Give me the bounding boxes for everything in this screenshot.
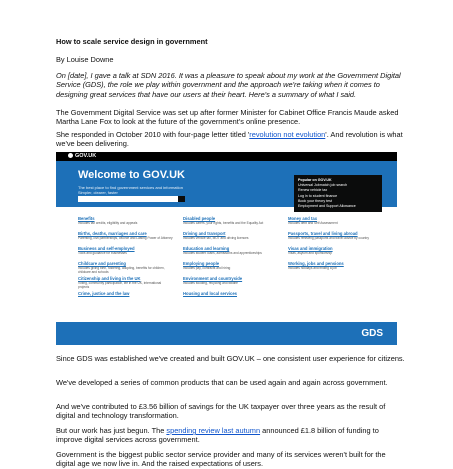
govuk-screenshot <box>56 152 397 345</box>
category-item[interactable] <box>78 291 173 296</box>
category-description: Parenting, civil partnerships, divorce and Lasting Power of Attorney <box>78 236 173 240</box>
gds-label: GDS <box>361 328 383 339</box>
category-description: Includes debt and Self Assessment <box>288 221 338 225</box>
category-item[interactable] <box>78 231 173 240</box>
category-item[interactable] <box>288 261 383 270</box>
category-title[interactable]: Employing people <box>183 261 220 266</box>
category-description: Includes flooding, recycling and wildlife <box>183 281 238 285</box>
hero-sub-line-2: Simpler, clearer, faster <box>78 190 118 195</box>
gds-banner <box>56 322 397 345</box>
spending-review-link[interactable]: spending review last autumn <box>166 426 261 435</box>
category-title[interactable]: Housing and local services <box>183 291 237 296</box>
govuk-logo: GOV.UK <box>75 153 97 159</box>
category-description: Includes student loans, admissions and apprenticeships <box>183 251 262 255</box>
category-description: Voting, community participation, life in the UK, international projects <box>78 281 162 289</box>
paragraph-public-sector: Government is the biggest public sector service provider and many of its services weren't built for the digital age we now live in. And the raised expectations of users. <box>56 450 386 469</box>
popular-link[interactable]: Universal Jobmatch job search <box>298 183 348 188</box>
search-button[interactable] <box>178 196 185 202</box>
category-item[interactable] <box>78 261 173 274</box>
category-title[interactable]: Business and self-employed <box>78 246 135 251</box>
hero-title: Welcome to GOV.UK <box>78 169 185 181</box>
category-description: Tools and guidance for businesses <box>78 251 127 255</box>
category-item[interactable] <box>288 246 383 255</box>
popular-link[interactable]: Book your theory test <box>298 198 332 203</box>
paragraph-letter-end: '. And revolution is what we've been delivering. <box>56 130 403 149</box>
intro-paragraph: On [date], I gave a talk at SDN 2016. It was a pleasure to speak about my work at the Government Digital Service (GDS), the role we play within government and the approach we're taking when it comes to designing great services that have our users at their heart. Here's a summary of what I said. <box>56 71 401 99</box>
category-item[interactable] <box>288 216 383 225</box>
paragraph-spending-review <box>56 426 406 445</box>
popular-link[interactable]: Log in to student finance <box>298 193 338 198</box>
category-item[interactable] <box>78 276 173 289</box>
author-line: By Louise Downe <box>56 55 114 64</box>
category-title[interactable]: Crime, justice and the law <box>78 291 130 296</box>
paragraph-letter <box>56 130 406 149</box>
popular-title: Popular on GOV.UK <box>298 178 332 182</box>
category-title[interactable]: Childcare and parenting <box>78 261 126 266</box>
search-input[interactable] <box>78 196 178 202</box>
category-title[interactable]: Driving and transport <box>183 231 226 236</box>
category-item[interactable] <box>183 291 278 296</box>
popular-link[interactable]: Employment and Support Allowance <box>298 204 356 209</box>
paragraph-savings: And we've contributed to £3.56 billion of savings for the UK taxpayer over three years as the result of digital and technology transformation. <box>56 402 386 421</box>
category-item[interactable] <box>78 246 173 255</box>
govuk-header <box>56 152 397 161</box>
category-title[interactable]: Money and tax <box>288 216 318 221</box>
category-description: Includes renewing passports and travel advice by country <box>288 236 369 240</box>
category-item[interactable] <box>183 276 278 285</box>
category-item[interactable] <box>183 261 278 270</box>
category-item[interactable] <box>183 231 278 240</box>
paragraph-govuk: Since GDS was established we've created and built GOV.UK – one consistent user experience for citizens. <box>56 354 405 363</box>
category-description: Visas, asylum and sponsorship <box>288 251 332 255</box>
category-title[interactable]: Benefits <box>78 216 95 221</box>
popular-link[interactable]: Renew vehicle tax <box>298 188 328 193</box>
category-title[interactable]: Education and learning <box>183 246 230 251</box>
paragraph-spending-end: announced £1.8 billion of funding to improve digital services across government. <box>56 426 379 445</box>
paragraph-letter-start: She responded in October 2010 with four-page letter titled ' <box>56 130 250 139</box>
category-title[interactable]: Environment and countryside <box>183 276 243 281</box>
category-item[interactable] <box>288 231 383 240</box>
category-title[interactable]: Citizenship and living in the UK <box>78 276 141 281</box>
paragraph-spending-start: But our work has just begun. The <box>56 426 167 435</box>
paragraph-gds-setup: The Government Digital Service was set up after former Minister for Cabinet Office Francis Maude asked Martha Lane Fox to look at the future of the government's online presence. <box>56 108 399 127</box>
category-item[interactable] <box>183 246 278 255</box>
hero-subtitle <box>78 185 183 195</box>
category-item[interactable] <box>183 216 278 225</box>
category-description: Includes carers, your rights, benefits and the Equality Act <box>183 221 264 225</box>
category-title[interactable]: Passports, travel and living abroad <box>288 231 358 236</box>
category-description: Includes holidays and finding a job <box>288 266 337 270</box>
revolution-link[interactable]: revolution not evolution <box>249 130 326 139</box>
category-title[interactable]: Births, deaths, marriages and care <box>78 231 147 236</box>
category-description: Includes pay, contracts and hiring <box>183 266 231 270</box>
category-title[interactable]: Working, jobs and pensions <box>288 261 344 266</box>
category-title[interactable]: Visas and immigration <box>288 246 333 251</box>
popular-box <box>294 175 382 212</box>
govuk-hero <box>56 161 397 207</box>
category-description: Includes tax credits, eligibility and appeals <box>78 221 138 225</box>
document-title: How to scale service design in government <box>56 37 208 46</box>
category-description: Includes vehicle tax, MOT and driving licences <box>183 236 249 240</box>
category-item[interactable] <box>78 216 173 225</box>
hero-sub-line-1: The best place to find government services and information <box>78 185 183 190</box>
category-title[interactable]: Disabled people <box>183 216 216 221</box>
paragraph-common-products: We've developed a series of common products that can be used again and again across government. <box>56 378 388 387</box>
category-description: Includes giving birth, fostering, adopting, benefits for children, childcare and schools <box>78 266 165 274</box>
crown-icon <box>68 153 73 158</box>
